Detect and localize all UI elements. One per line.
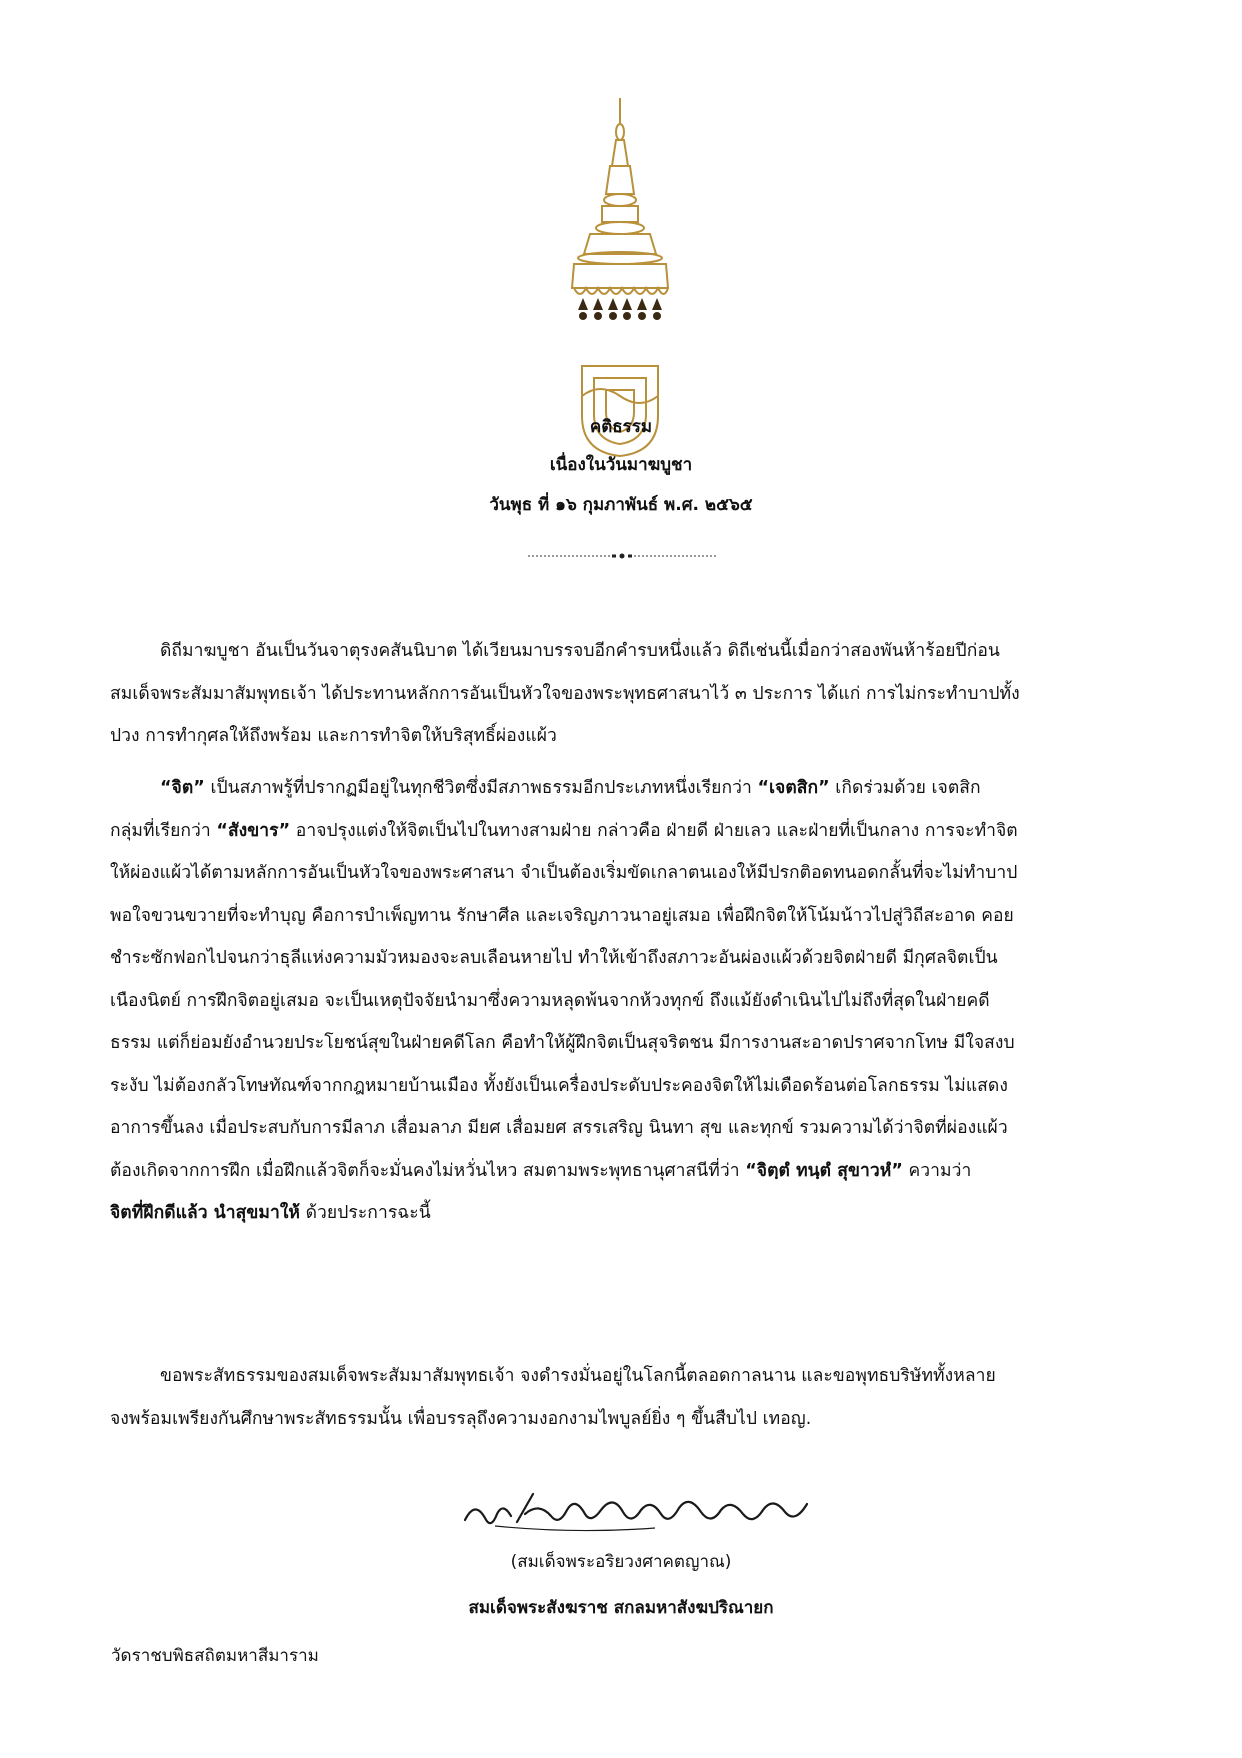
paragraph-2-line	[110, 1150, 1140, 1193]
text-run: ความว่า	[902, 1160, 972, 1181]
ornament-divider	[522, 550, 722, 562]
paragraph-1-line: ปวง การทำกุศลให้ถึงพร้อม และการทำจิตให้บริสุทธิ์ผ่องแผ้ว	[110, 726, 557, 746]
paragraph-2-line	[110, 1192, 1140, 1235]
paragraph-2-line: ธรรม แต่ก็ย่อมยังอำนวยประโยชน์สุขในฝ่ายคดีโลก คือทำให้ผู้ฝึกจิตเป็นสุจริตชน มีการงานสะอาดปราศจากโทษ มีใจสงบ	[110, 1033, 1015, 1053]
document-date: วันพุธ ที่ ๑๖ กุมภาพันธ์ พ.ศ. ๒๕๖๕	[489, 495, 753, 515]
temple-name: วัดราชบพิธสถิตมหาสีมาราม	[111, 1646, 319, 1666]
paragraph-2-line: ให้ผ่องแผ้วได้ตามหลักการอันเป็นหัวใจของพระศาสนา จำเป็นต้องเริ่มขัดเกลาตนเองให้มีปรกติอดทนอดกลั้นที่จะไม่ทำบาป	[110, 863, 1018, 883]
paragraph-2-line: ระงับ ไม่ต้องกลัวโทษทัณฑ์จากกฎหมายบ้านเมือง ทั้งยังเป็นเครื่องประดับประคองจิตให้ไม่เดือดร้อนต่อโลกธรรม ไม่แสดง	[110, 1075, 1008, 1096]
text-run: ต้องเกิดจากการฝึก เมื่อฝึกแล้วจิตก็จะมั่นคงไม่หวั่นไหว สมตามพระพุทธานุศาสนีที่ว่า	[110, 1160, 746, 1181]
paragraph-3-line: จงพร้อมเพรียงกันศึกษาพระสัทธรรมนั้น เพื่อบรรลุถึงความงอกงามไพบูลย์ยิ่ง ๆ ขึ้นสืบไป เทอญ.	[110, 1408, 812, 1429]
signatory-title: สมเด็จพระสังฆราช สกลมหาสังฆปริณายก	[468, 1598, 774, 1618]
document-subtitle: เนื่องในวันมาฆบูชา	[549, 455, 693, 475]
paragraph-2	[110, 767, 1140, 1235]
term-sangkhan: “สังขาร”	[216, 820, 291, 841]
paragraph-1-line: ดิถีมาฆบูชา อันเป็นวันจาตุรงคสันนิบาต ได้เวียนมาบรรจบอีกคำรบหนึ่งแล้ว ดิถีเช่นนี้เมื่อกว่าสองพันห้าร้อยปีก่อน	[160, 641, 1000, 661]
paragraph-2-line: เนืองนิตย์ การฝึกจิตอยู่เสมอ จะเป็นเหตุปัจจัยนำมาซึ่งความหลุดพ้นจากห้วงทุกข์ ถึงแม้ยังดำเนินไปไม่ถึงที่สุดในฝ่ายคดี	[110, 990, 990, 1011]
text-run: อาจปรุงแต่งให้จิตเป็นไปในทางสามฝ่าย กล่าวคือ ฝ่ายดี ฝ่ายเลว และฝ่ายที่เป็นกลาง การจะทำจิต	[290, 820, 1018, 841]
document-title: คติธรรม	[589, 417, 653, 437]
paragraph-3	[110, 1355, 1140, 1440]
paragraph-2-line: ชำระซักฟอกไปจนกว่าธุลีแห่งความมัวหมองจะลบเลือนหายไป ทำให้เข้าถึงสภาวะอันผ่องแผ้วด้วยจิตฝ่ายดี มีกุศลจิตเป็น	[110, 948, 998, 968]
term-chetasik: “เจตสิก”	[757, 778, 830, 798]
quote-translation: จิตที่ฝึกดีแล้ว นำสุขมาให้	[110, 1203, 301, 1223]
term-chit: “จิต”	[160, 778, 205, 798]
signatory-name: (สมเด็จพระอริยวงศาคตญาณ)	[510, 1552, 732, 1572]
paragraph-3-line: ขอพระสัทธรรมของสมเด็จพระสัมมาสัมพุทธเจ้า จงดำรงมั่นอยู่ในโลกนี้ตลอดกาลนาน และขอพุทธบริษัททั้งหลาย	[160, 1366, 996, 1386]
paragraph-2-line	[110, 810, 1140, 853]
paragraph-2-line: พอใจขวนขวายที่จะทำบุญ คือการบำเพ็ญทาน รักษาศีล และเจริญภาวนาอยู่เสมอ เพื่อฝึกจิตให้โน้มน้าวไปสู่วิถีสะอาด คอย	[110, 905, 1014, 926]
paragraph-2-line	[110, 767, 1140, 810]
text-run: เกิดร่วมด้วย เจตสิก	[829, 778, 981, 798]
text-run: ด้วยประการฉะนี้	[300, 1203, 431, 1223]
paragraph-1	[110, 630, 1140, 758]
paragraph-1-line: สมเด็จพระสัมมาสัมพุทธเจ้า ได้ประทานหลักการอันเป็นหัวใจของพระพุทธศาสนาไว้ ๓ ประการ ได้แก่ การไม่กระทำบาปทั้ง	[110, 683, 1020, 704]
paragraph-2-line: อาการขึ้นลง เมื่อประสบกับการมีลาภ เสื่อมลาภ มียศ เสื่อมยศ สรรเสริญ นินทา สุข และทุกข์ รวมความได้ว่าจิตที่ผ่องแผ้ว	[110, 1118, 1008, 1138]
handwritten-signature	[455, 1480, 825, 1540]
text-run: เป็นสภาพรู้ที่ปรากฏมีอยู่ในทุกชีวิตซึ่งมีสภาพธรรมอีกประเภทหนึ่งเรียกว่า	[204, 778, 758, 798]
text-run: กลุ่มที่เรียกว่า	[110, 820, 217, 841]
pali-quote: “จิตฺตํ ทนฺตํ สุขาวหํ”	[745, 1160, 903, 1181]
emblem-logo	[560, 96, 680, 458]
